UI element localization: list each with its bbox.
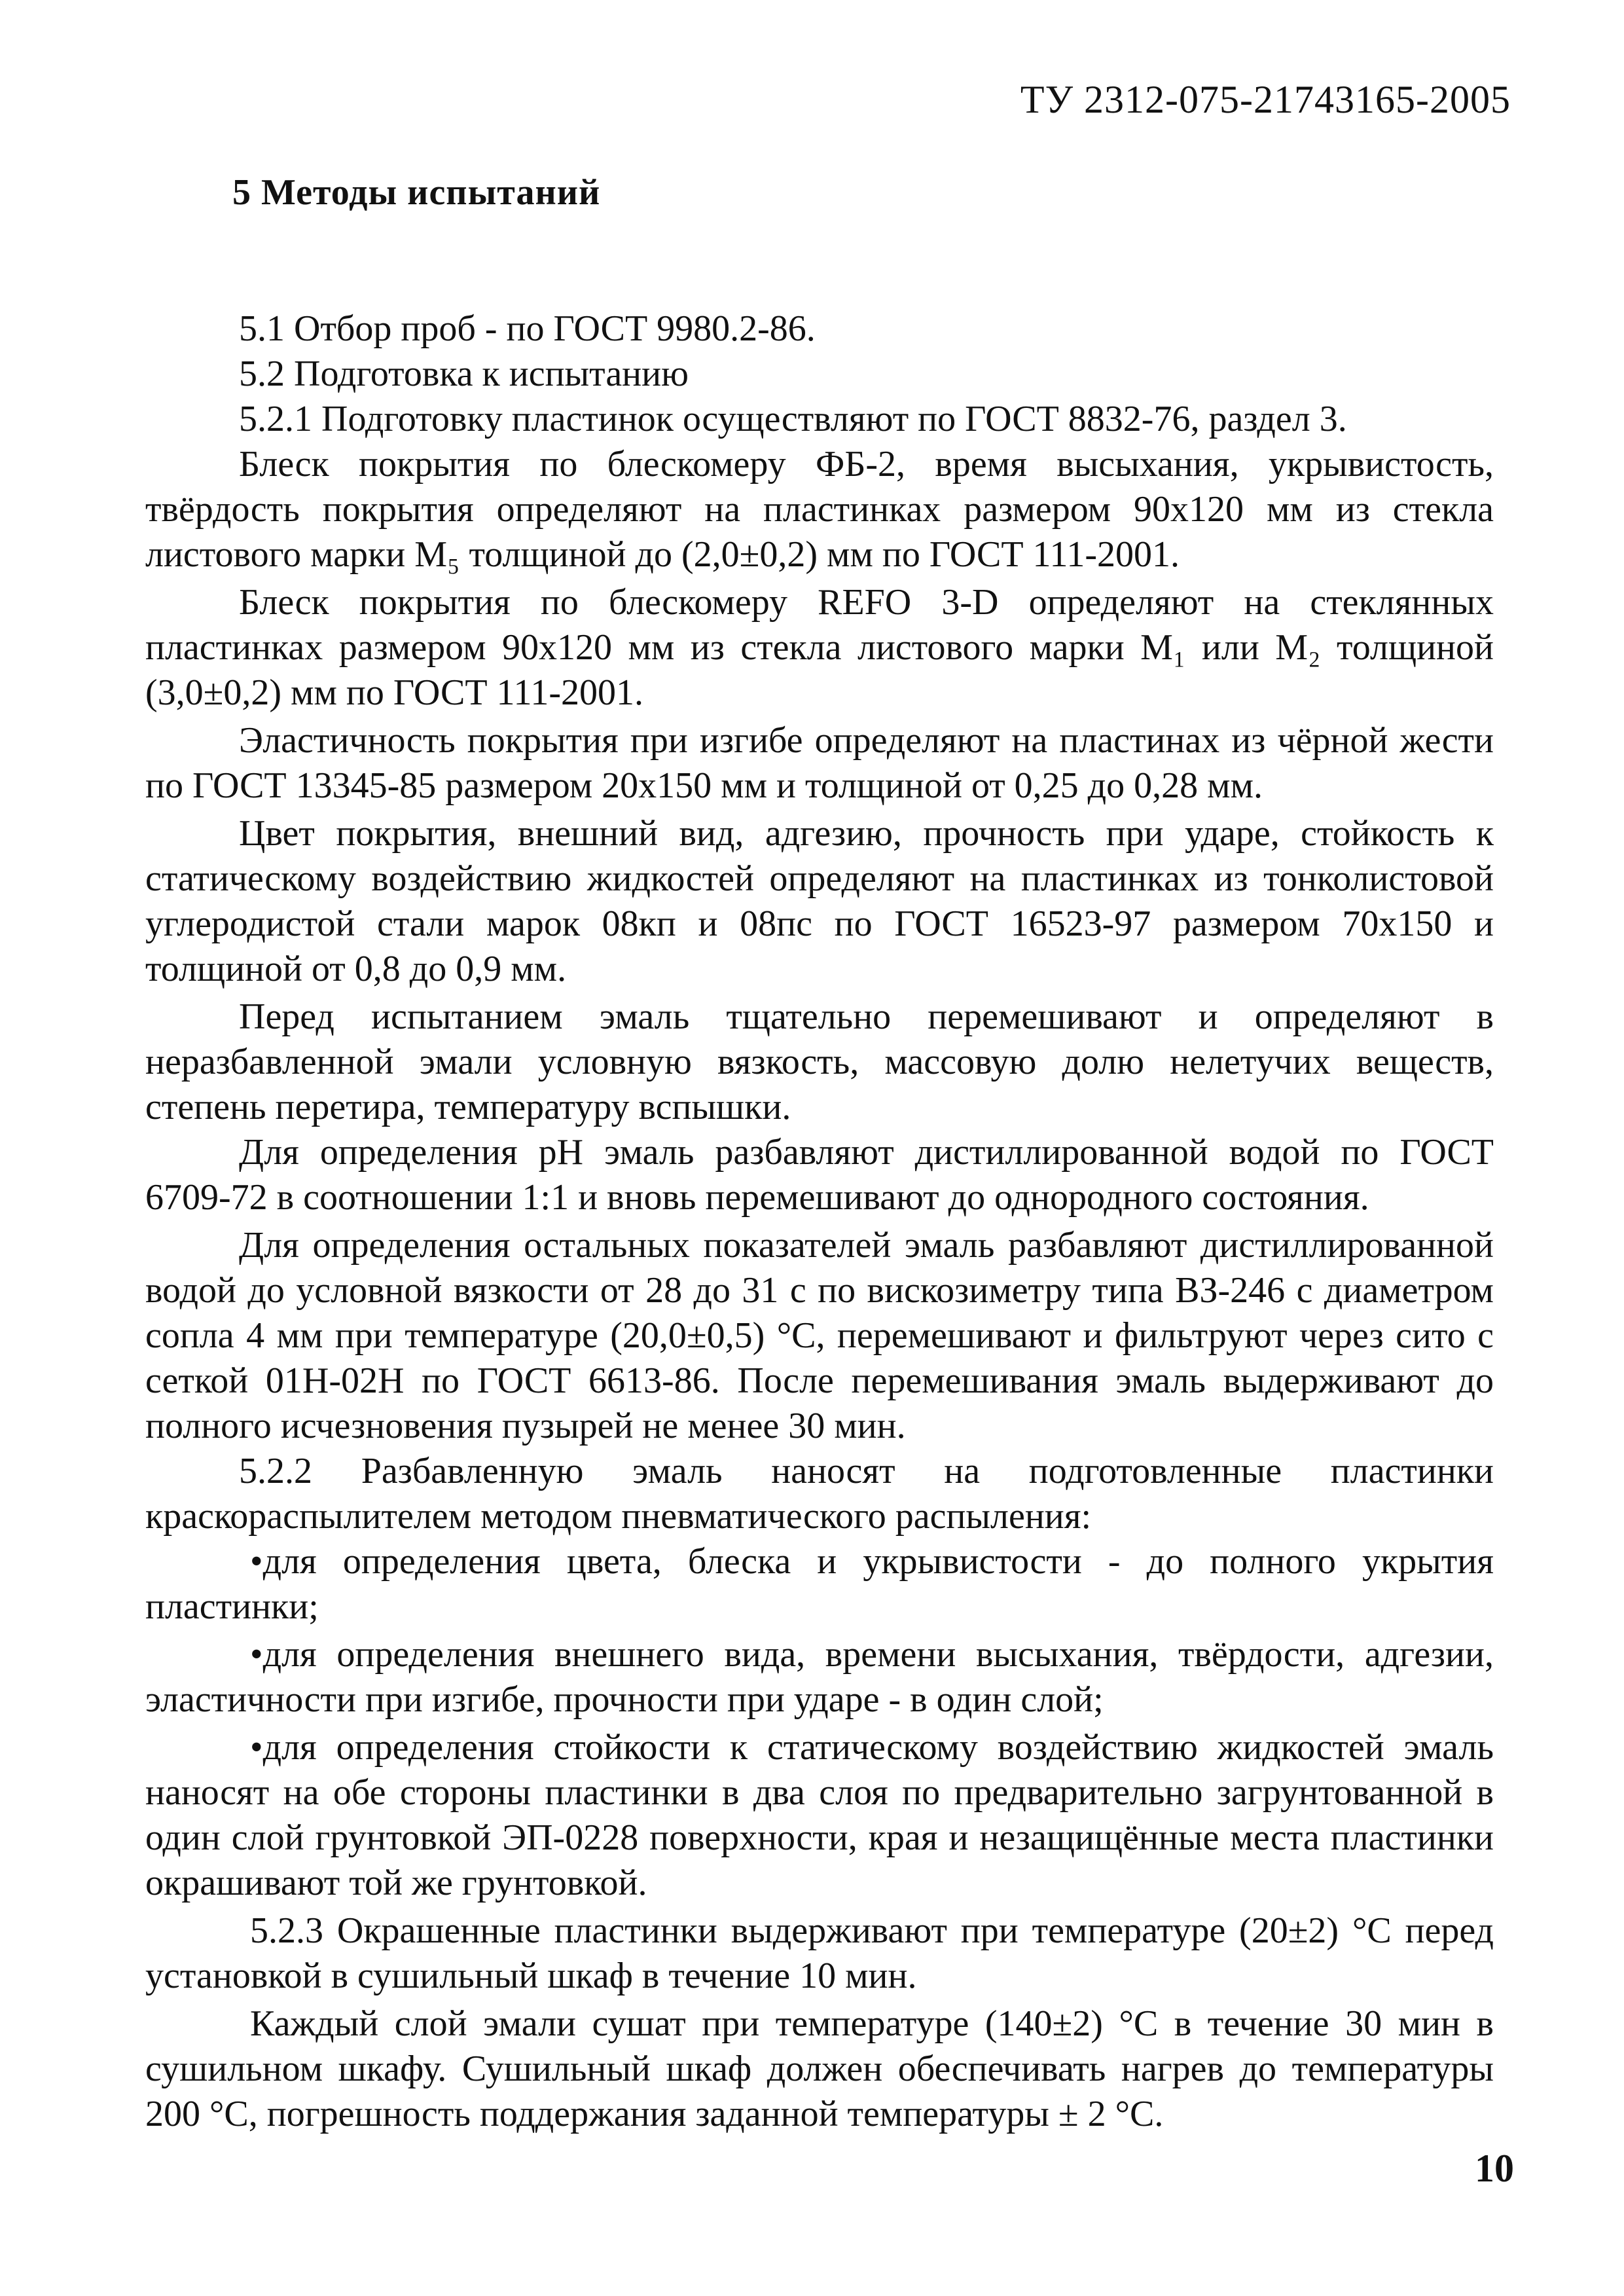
list-item-resistance: •для определения стойкости к статическому воздействию жидкостей эмаль наносят на обе стороны пластинки в два слоя по предварительно загрунтованной в один слой грунтовкой ЭП-0228 поверхности, края и незащищённые места пластинки окрашивают той же грунтовкой. <box>145 1727 1494 1903</box>
list-item-color-gloss: •для определения цвета, блеска и укрывистости - до полного укрытия пластинки; <box>145 1541 1494 1627</box>
paragraph-gloss-refo: Блеск покрытия по блескомеру REFO 3-D определяют на стеклянных пластинках размером 90х120 мм из стекла листового марки М₁ или М₂ толщиной (3,0±0,2) мм по ГОСТ 111-2001. <box>145 582 1494 713</box>
paragraph-5-2-2: 5.2.2 Разбавленную эмаль наносят на подготовленные пластинки краскораспылителем методом пневматического распыления: <box>145 1451 1494 1537</box>
section-title: 5 Методы испытаний <box>232 172 601 213</box>
paragraph-5-1: 5.1 Отбор проб - по ГОСТ 9980.2-86. <box>239 308 816 349</box>
paragraph-gloss-fb2: Блеск покрытия по блескомеру ФБ-2, время высыхания, укрывистость, твёрдость покрытия определяют на пластинках размером 90х120 мм из стекла листового марки М₅ толщиной до (2,0±0,2) мм по ГОСТ 111-2001. <box>145 444 1494 575</box>
paragraph-other-indicators: Для определения остальных показателей эмаль разбавляют дистиллированной водой до условной вязкости от 28 до 31 с по вискозиметру типа ВЗ-246 с диаметром сопла 4 мм при температуре (20,0±0,5) °С, перемешивают и фильтруют через сито с сеткой 01Н-02Н по ГОСТ 6613-86. После перемешивания эмаль выдерживают до полного исчезновения пузырей не менее 30 мин. <box>145 1225 1494 1446</box>
document-code: ТУ 2312-075-21743165-2005 <box>1020 78 1511 121</box>
document-body <box>145 306 1494 2137</box>
paragraph-5-2-1: 5.2.1 Подготовку пластинок осуществляют по ГОСТ 8832-76, раздел 3. <box>239 399 1347 439</box>
paragraph-5-2: 5.2 Подготовка к испытанию <box>239 354 689 394</box>
paragraph-color-test: Цвет покрытия, внешний вид, адгезию, прочность при ударе, стойкость к статическому воздействию жидкостей определяют на пластинках из тонколистовой углеродистой стали марок 08кп и 08пс по ГОСТ 16523-97 размером 70х150 и толщиной от 0,8 до 0,9 мм. <box>145 813 1494 989</box>
paragraph-5-2-3: 5.2.3 Окрашенные пластинки выдерживают при температуре (20±2) °С перед установкой в сушильный шкаф в течение 10 мин. <box>145 1910 1494 1996</box>
paragraph-elasticity: Эластичность покрытия при изгибе определяют на пластинах из чёрной жести по ГОСТ 13345-85 размером 20х150 мм и толщиной от 0,25 до 0,28 мм. <box>145 720 1494 806</box>
paragraph-drying: Каждый слой эмали сушат при температуре (140±2) °С в течение 30 мин в сушильном шкафу. Сушильный шкаф должен обеспечивать нагрев до температуры 200 °С, погрешность поддержания заданной температуры ± 2 °С. <box>145 2003 1494 2134</box>
list-item-appearance: •для определения внешнего вида, времени высыхания, твёрдости, адгезии, эластичности при изгибе, прочности при ударе - в один слой; <box>145 1634 1494 1720</box>
page-number: 10 <box>1475 2147 1514 2190</box>
paragraph-before-testing: Перед испытанием эмаль тщательно перемешивают и определяют в неразбавленной эмали условную вязкость, массовую долю нелетучих веществ, степень перетира, температуру вспышки. <box>145 996 1494 1127</box>
paragraph-ph: Для определения рН эмаль разбавляют дистиллированной водой по ГОСТ 6709-72 в соотношении 1:1 и вновь перемешивают до однородного состояния. <box>145 1132 1494 1218</box>
